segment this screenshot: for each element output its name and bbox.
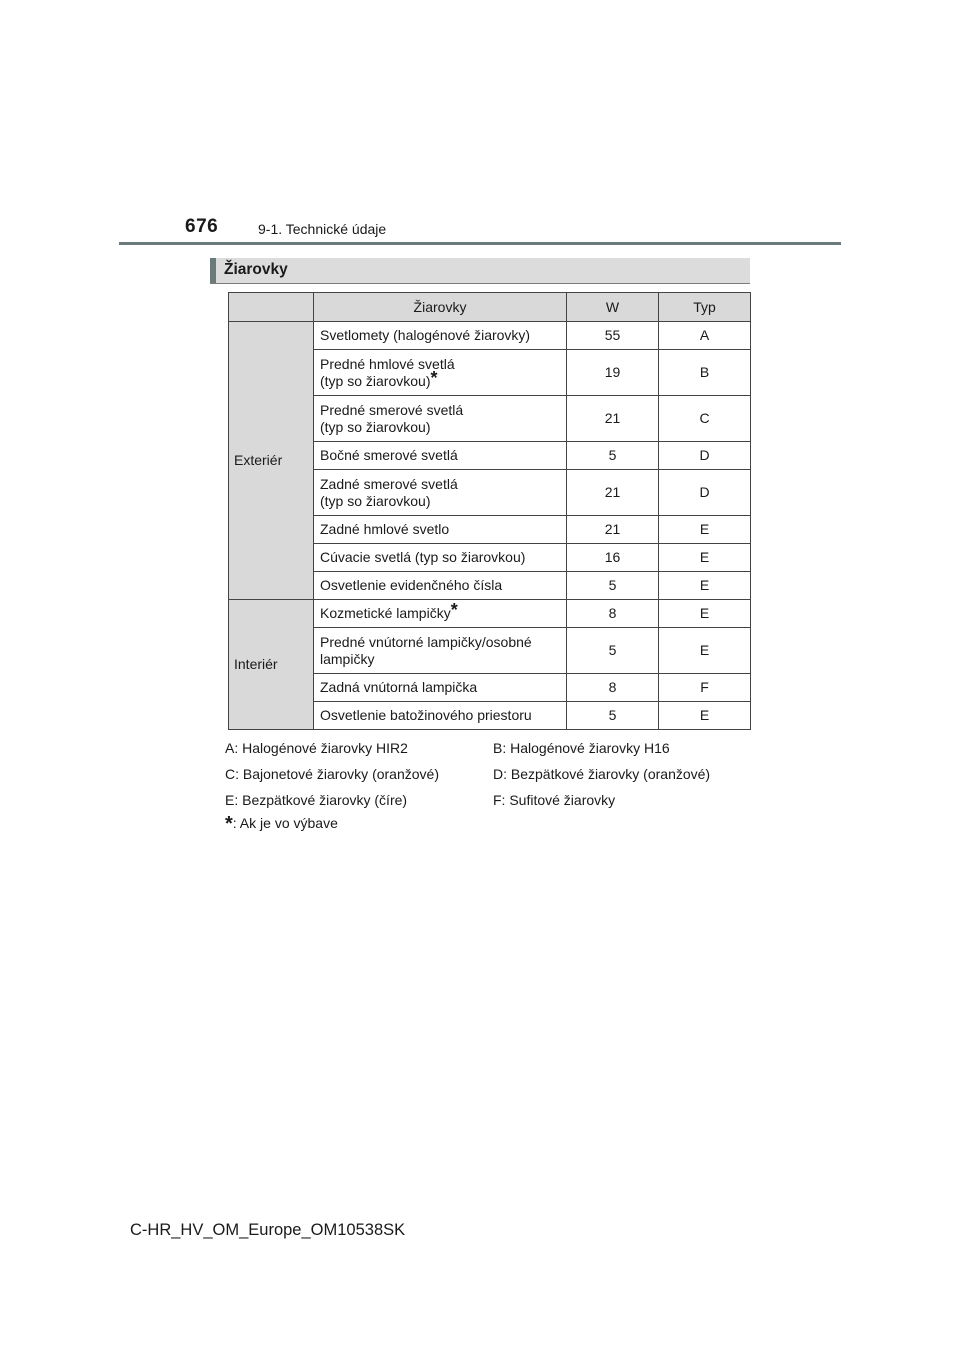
bulb-name-cell	[314, 516, 567, 544]
bulb-name-line: Predné smerové svetlá	[320, 401, 464, 418]
wattage-cell: 21	[567, 516, 659, 544]
bulb-name-cell	[314, 674, 567, 702]
bulb-name-cell	[314, 600, 567, 628]
bulb-name-cell	[314, 350, 567, 396]
type-cell: A	[659, 322, 751, 350]
wattage-cell: 5	[567, 442, 659, 470]
legend-item: E: Bezpätkové žiarovky (číre)	[225, 792, 408, 808]
wattage-cell: 8	[567, 600, 659, 628]
legend-item: F: Sufitové žiarovky	[493, 792, 616, 808]
type-cell: E	[659, 516, 751, 544]
bulb-name-cell	[314, 572, 567, 600]
bulb-name-line: Zadné smerové svetlá	[320, 475, 458, 492]
bulb-name-line: lampičky	[320, 650, 375, 667]
legend-item: D: Bezpätkové žiarovky (oranžové)	[493, 766, 711, 782]
bulb-name-line: Predné vnútorné lampičky/osobné	[320, 633, 532, 650]
column-header: W	[567, 293, 659, 322]
group-cell: Exteriér	[229, 322, 314, 600]
bulb-name-line: Cúvacie svetlá (typ so žiarovkou)	[320, 549, 526, 565]
bulb-name-line: Kozmetické lampičky	[320, 605, 451, 621]
legend-item: B: Halogénové žiarovky H16	[493, 740, 670, 756]
header-rule	[119, 242, 841, 245]
bulb-name-line: Zadná vnútorná lampička	[320, 679, 478, 695]
type-cell: F	[659, 674, 751, 702]
type-cell: E	[659, 702, 751, 730]
heading-accent	[210, 258, 216, 283]
type-cell: E	[659, 544, 751, 572]
bulb-name-cell	[314, 442, 567, 470]
column-header	[229, 293, 314, 322]
table-row	[229, 322, 751, 350]
legend-item: A: Halogénové žiarovky HIR2	[225, 740, 408, 756]
legend-item: C: Bajonetové žiarovky (oranžové)	[225, 766, 439, 782]
type-cell: B	[659, 350, 751, 396]
legend-row	[225, 740, 670, 756]
heading-title: Žiarovky	[224, 261, 288, 278]
bulb-name-line: Zadné hmlové svetlo	[320, 521, 450, 537]
type-cell: E	[659, 628, 751, 674]
table-header-row	[229, 293, 751, 322]
footnote-marker: *	[430, 367, 438, 388]
bulb-name-cell	[314, 322, 567, 350]
column-header: Žiarovky	[314, 293, 567, 322]
bulbs-table	[228, 292, 751, 730]
document-footer: C-HR_HV_OM_Europe_OM10538SK	[130, 1221, 406, 1239]
bulb-name-line: (typ so žiarovkou)	[320, 372, 431, 389]
bulb-name-line: Svetlomety (halogénové žiarovky)	[320, 327, 531, 343]
heading-bar	[210, 258, 750, 284]
wattage-cell: 19	[567, 350, 659, 396]
type-cell: E	[659, 572, 751, 600]
wattage-cell: 21	[567, 396, 659, 442]
section-title: 9-1. Technické údaje	[258, 221, 387, 237]
footnote-text: : Ak je vo výbave	[232, 815, 338, 831]
bulb-name-cell	[314, 628, 567, 674]
type-cell: D	[659, 442, 751, 470]
type-cell: D	[659, 470, 751, 516]
bulb-name-line: (typ so žiarovkou)	[320, 418, 431, 435]
bulb-name-cell	[314, 396, 567, 442]
bulb-name-cell	[314, 544, 567, 572]
wattage-cell: 8	[567, 674, 659, 702]
bulb-name-line: Osvetlenie evidenčného čísla	[320, 577, 503, 593]
page-number: 676	[185, 216, 219, 237]
wattage-cell: 16	[567, 544, 659, 572]
table-body	[229, 322, 751, 730]
column-header: Typ	[659, 293, 751, 322]
wattage-cell: 5	[567, 702, 659, 730]
table-row	[229, 600, 751, 628]
legend-row	[225, 766, 711, 782]
type-cell: E	[659, 600, 751, 628]
footnote	[225, 813, 338, 836]
bulb-name-line: Osvetlenie batožinového priestoru	[320, 707, 532, 723]
legend-row	[225, 792, 616, 808]
group-cell: Interiér	[229, 600, 314, 730]
wattage-cell: 55	[567, 322, 659, 350]
footnote-star: *	[225, 813, 233, 835]
type-cell: C	[659, 396, 751, 442]
bulb-name-cell	[314, 470, 567, 516]
footnote-marker: *	[450, 600, 458, 620]
bulb-name-line: Bočné smerové svetlá	[320, 447, 458, 463]
wattage-cell: 21	[567, 470, 659, 516]
wattage-cell: 5	[567, 628, 659, 674]
bulb-name-cell	[314, 702, 567, 730]
bulb-name-line: (typ so žiarovkou)	[320, 492, 431, 509]
wattage-cell: 5	[567, 572, 659, 600]
bulb-name-line: Predné hmlové svetlá	[320, 355, 455, 372]
